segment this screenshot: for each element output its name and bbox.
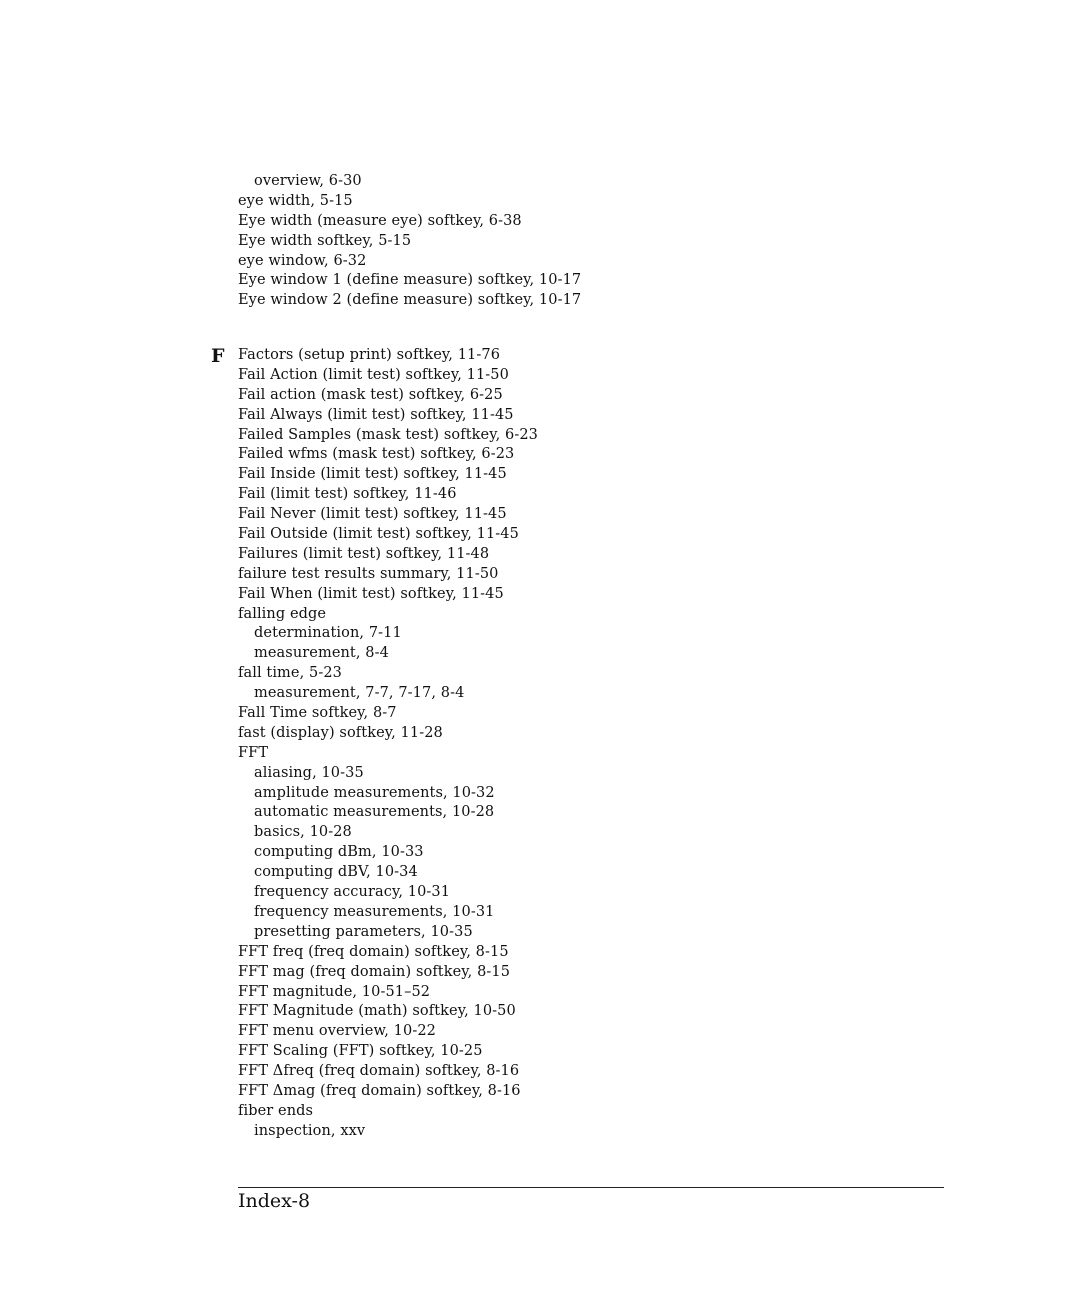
index-subentry: computing dBV, 10-34 xyxy=(254,864,418,881)
index-entry: FFT menu overview, 10-22 xyxy=(238,1023,436,1040)
index-entry: Eye window 1 (define measure) softkey, 10-17 xyxy=(238,272,582,289)
index-entry: Fall Time softkey, 8-7 xyxy=(238,705,397,722)
index-entry: Eye width (measure eye) softkey, 6-38 xyxy=(238,212,522,229)
index-subentry: inspection, xxv xyxy=(254,1122,366,1139)
index-entry: Fail Outside (limit test) softkey, 11-45 xyxy=(238,526,519,543)
index-entry: Fail Inside (limit test) softkey, 11-45 xyxy=(238,466,507,483)
index-subentry: frequency accuracy, 10-31 xyxy=(254,884,451,901)
index-entry: Fail When (limit test) softkey, 11-45 xyxy=(238,585,504,602)
index-subentry: frequency measurements, 10-31 xyxy=(254,903,495,920)
index-subentry: computing dBm, 10-33 xyxy=(254,844,424,861)
index-entry: Failed Samples (mask test) softkey, 6-23 xyxy=(238,426,538,443)
index-subentry: presetting parameters, 10-35 xyxy=(254,923,473,940)
index-entry: fast (display) softkey, 11-28 xyxy=(238,724,443,741)
index-entry: Fail Always (limit test) softkey, 11-45 xyxy=(238,406,514,423)
index-subentry: overview, 6-30 xyxy=(254,173,362,189)
index-entry: failure test results summary, 11-50 xyxy=(238,565,499,582)
index-subentry: basics, 10-28 xyxy=(254,824,352,841)
index-entry: eye width, 5-15 xyxy=(238,192,353,209)
index-entry: Fail Never (limit test) softkey, 11-45 xyxy=(238,506,507,523)
index-subentry: determination, 7-11 xyxy=(254,625,402,642)
index-entry: Failures (limit test) softkey, 11-48 xyxy=(238,545,490,562)
index-entry: Eye width softkey, 5-15 xyxy=(238,232,412,249)
index-entry: FFT Scaling (FFT) softkey, 10-25 xyxy=(238,1043,483,1060)
index-entry: fall time, 5-23 xyxy=(238,665,342,682)
index-entry: fiber ends xyxy=(238,1102,314,1119)
index-entry: Eye window 2 (define measure) softkey, 10-17 xyxy=(238,292,582,309)
index-entries-f xyxy=(238,346,938,1142)
index-subentry: measurement, 8-4 xyxy=(254,645,389,662)
index-entry: FFT Δmag (freq domain) softkey, 8-16 xyxy=(238,1082,521,1099)
index-entry: FFT freq (freq domain) softkey, 8-15 xyxy=(238,943,509,960)
footer-rule xyxy=(238,1187,944,1188)
page-number: Index-8 xyxy=(238,1190,311,1212)
index-entry: Fail Action (limit test) softkey, 11-50 xyxy=(238,366,509,383)
index-entry: Factors (setup print) softkey, 11-76 xyxy=(238,347,501,363)
index-entry: FFT mag (freq domain) softkey, 8-15 xyxy=(238,963,511,980)
index-subentry: amplitude measurements, 10-32 xyxy=(254,784,495,801)
index-entry: FFT magnitude, 10-51–52 xyxy=(238,983,431,1000)
index-entry: eye window, 6-32 xyxy=(238,252,367,269)
index-subentry: automatic measurements, 10-28 xyxy=(254,804,495,821)
index-entry: Fail (limit test) softkey, 11-46 xyxy=(238,486,457,503)
index-entry: FFT Magnitude (math) softkey, 10-50 xyxy=(238,1003,516,1020)
section-letter-f: F xyxy=(211,345,225,367)
index-entries-continued xyxy=(238,172,938,311)
index-entry: FFT xyxy=(238,744,269,761)
index-entry: Fail action (mask test) softkey, 6-25 xyxy=(238,386,503,403)
index-entry: falling edge xyxy=(238,605,327,622)
index-entry: Failed wfms (mask test) softkey, 6-23 xyxy=(238,446,515,463)
index-entry: FFT Δfreq (freq domain) softkey, 8-16 xyxy=(238,1063,520,1080)
index-subentry: measurement, 7-7, 7-17, 8-4 xyxy=(254,685,465,702)
index-subentry: aliasing, 10-35 xyxy=(254,764,364,781)
